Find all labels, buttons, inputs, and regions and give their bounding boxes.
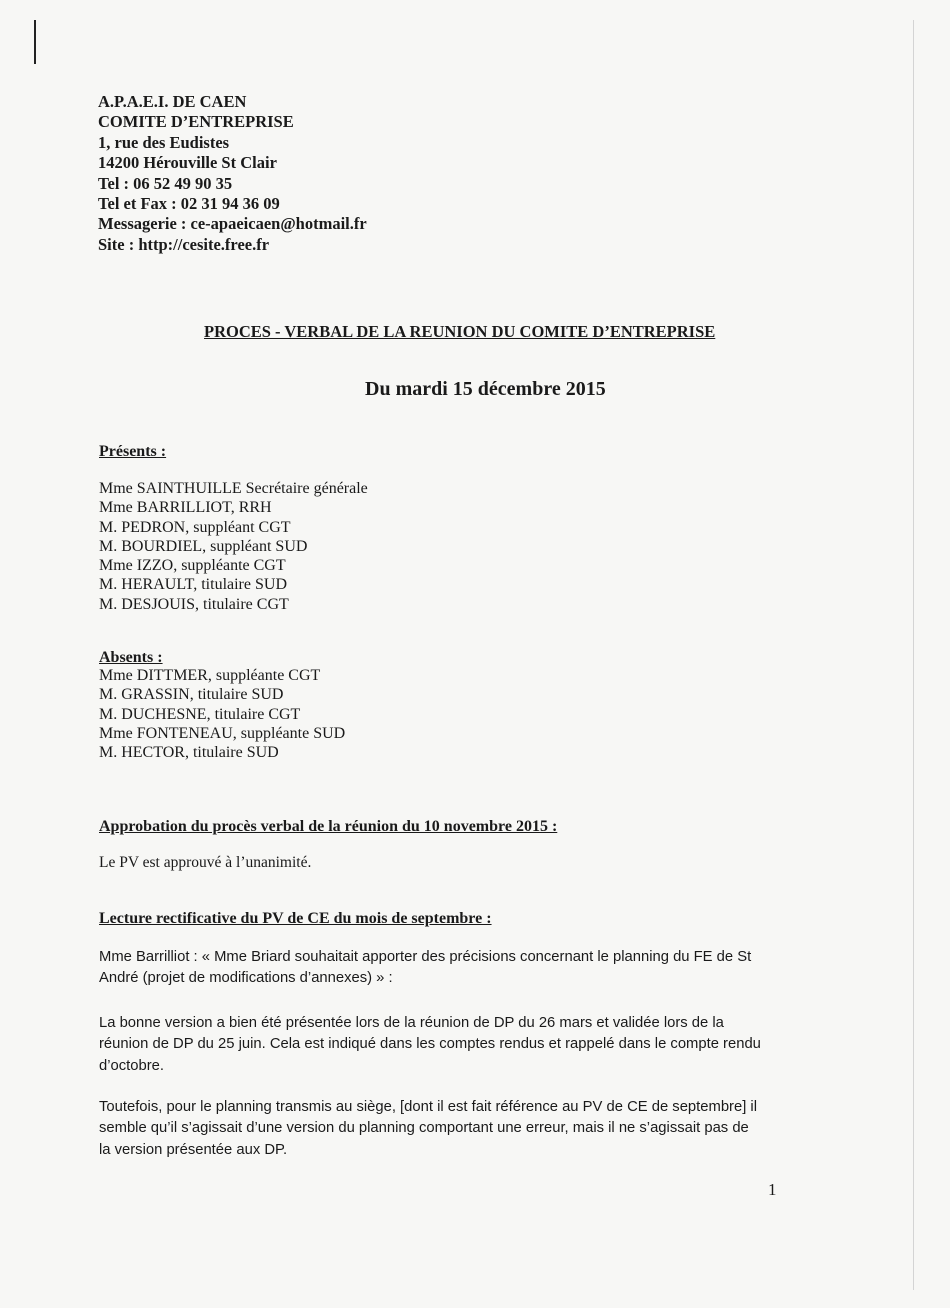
presents-list [99, 479, 368, 614]
page-edge-line [913, 20, 914, 1290]
text-line: Mme Barrilliot : « Mme Briard souhaitait apporter des précisions concernant le planning du FE de St [99, 949, 752, 965]
text-line: La bonne version a bien été présentée lors de la réunion de DP du 26 mars et validée lors de la [99, 1015, 724, 1031]
margin-mark [34, 20, 36, 64]
text-line: André (projet de modifications d’annexes) » : [99, 970, 393, 987]
letterhead [98, 92, 367, 255]
text-line: réunion de DP du 25 juin. Cela est indiqué dans les comptes rendus et rappelé dans le compte rendu [99, 1036, 761, 1053]
email: Messagerie : ce-apaeicaen@hotmail.fr [98, 214, 367, 234]
text-line: la version présentée aux DP. [99, 1141, 288, 1158]
text-line: semble qu’il s’agissait d’une version du planning comportant une erreur, mais il ne s’agissait pas de [99, 1120, 749, 1137]
approval-text: Le PV est approuvé à l’unanimité. [99, 854, 312, 871]
document-title: PROCES - VERBAL DE LA REUNION DU COMITE D’ENTREPRISE [204, 322, 716, 341]
city-address: 14200 Hérouville St Clair [98, 153, 277, 173]
text-line: Toutefois, pour le planning transmis au siège, [dont il est fait référence au PV de CE de septembre] il [99, 1099, 758, 1115]
rectification-heading: Lecture rectificative du PV de CE du mois de septembre : [99, 910, 492, 927]
list-item: Mme SAINTHUILLE Secrétaire générale [99, 480, 368, 497]
website: Site : http://cesite.free.fr [98, 234, 270, 254]
list-item: M. DUCHESNE, titulaire CGT [99, 705, 301, 723]
presents-label: Présents : [99, 443, 167, 460]
list-item: M. BOURDIEL, suppléant SUD [99, 537, 308, 555]
absents-label: Absents : [99, 649, 163, 666]
page-number: 1 [768, 1180, 777, 1199]
list-item: Mme BARRILLIOT, RRH [99, 499, 272, 517]
list-item: M. HECTOR, titulaire SUD [99, 744, 279, 762]
org-name: A.P.A.E.I. DE CAEN [98, 92, 247, 111]
text-line: d’octobre. [99, 1057, 164, 1074]
rectification-paragraph-1 [99, 1013, 761, 1077]
list-item: M. GRASSIN, titulaire SUD [99, 686, 284, 704]
committee-name: COMITE D’ENTREPRISE [98, 112, 294, 132]
list-item: Mme IZZO, suppléante CGT [99, 557, 286, 575]
list-item: Mme DITTMER, suppléante CGT [99, 667, 321, 684]
approval-heading: Approbation du procès verbal de la réunion du 10 novembre 2015 : [99, 818, 558, 835]
rectification-paragraph-2 [99, 1097, 757, 1161]
absents-list [99, 666, 345, 762]
list-item: Mme FONTENEAU, suppléante SUD [99, 724, 346, 742]
street-address: 1, rue des Eudistes [98, 132, 230, 152]
rectification-quote [99, 947, 751, 990]
list-item: M. PEDRON, suppléant CGT [99, 518, 291, 536]
phone-fax: Tel et Fax : 02 31 94 36 09 [98, 194, 280, 214]
list-item: M. DESJOUIS, titulaire CGT [99, 595, 289, 613]
meeting-date: Du mardi 15 décembre 2015 [365, 378, 606, 400]
list-item: M. HERAULT, titulaire SUD [99, 576, 287, 594]
phone: Tel : 06 52 49 90 35 [98, 173, 233, 193]
